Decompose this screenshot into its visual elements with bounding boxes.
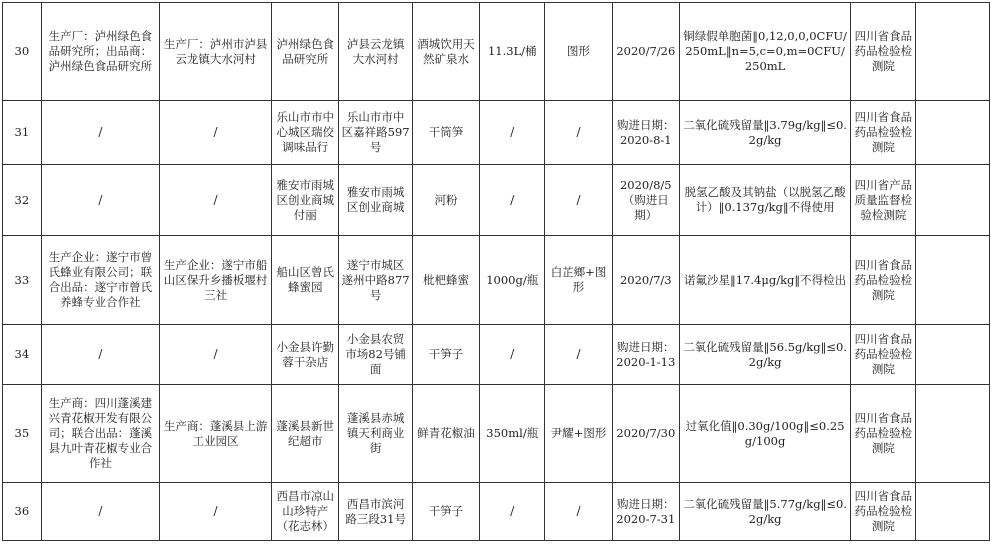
seller-cell: 泸州绿色食品研究所 <box>272 3 339 101</box>
table-row <box>3 101 990 165</box>
row-number: 31 <box>3 101 42 165</box>
test-item-cell: 二氧化硫残留量‖3.79g/kg‖≤0.2g/kg <box>679 101 850 165</box>
producer-cell: 生产企业：遂宁市曾氏蜂业有限公司；联合出品：遂宁市曾氏养蜂专业合作社 <box>41 236 159 325</box>
producer-address-cell: 生产企业：遂宁市船山区保升乡播板堰村三社 <box>160 236 272 325</box>
extra-cell <box>916 236 990 325</box>
product-name-cell: 干筒笋 <box>412 101 479 165</box>
seller-address-cell: 遂宁市城区遂州中路877号 <box>339 236 412 325</box>
product-name-cell: 干笋子 <box>412 483 479 541</box>
table-row <box>3 165 990 236</box>
extra-cell <box>916 3 990 101</box>
brand-cell: / <box>545 483 612 541</box>
spec-cell: 1000g/瓶 <box>480 236 545 325</box>
spec-cell: 350ml/瓶 <box>480 385 545 483</box>
date-cell: 购进日期：2020-8-1 <box>612 101 679 165</box>
brand-cell: 白芷鄉+图形 <box>545 236 612 325</box>
test-item-cell: 铜绿假单胞菌‖0,12,0,0,0CFU/250mL‖n=5,c=0,m=0CFU/250mL <box>679 3 850 101</box>
producer-cell: 生产厂：泸州绿色食品研究所；出品商：泸州绿色食品研究所 <box>41 3 159 101</box>
table-row <box>3 325 990 385</box>
agency-cell: 四川省食品药品检验检测院 <box>851 101 916 165</box>
seller-address-cell: 西昌市滨河路三段31号 <box>339 483 412 541</box>
agency-cell: 四川省食品药品检验检测院 <box>851 3 916 101</box>
row-number: 30 <box>3 3 42 101</box>
producer-address-cell: 生产商：蓬溪县上游工业园区 <box>160 385 272 483</box>
test-item-cell: 过氧化值‖0.30g/100g‖≤0.25g/100g <box>679 385 850 483</box>
seller-cell: 小金县许勤蓉干杂店 <box>272 325 339 385</box>
seller-cell: 西昌市凉山山珍特产（花志林） <box>272 483 339 541</box>
extra-cell <box>916 483 990 541</box>
date-cell: 2020/7/26 <box>612 3 679 101</box>
seller-cell: 船山区曾氏蜂蜜园 <box>272 236 339 325</box>
producer-cell: 生产商：四川蓬溪建兴青花椒开发有限公司；联合出品：蓬溪县九叶青花椒专业合作社 <box>41 385 159 483</box>
brand-cell: / <box>545 101 612 165</box>
product-name-cell: 酒城饮用天然矿泉水 <box>412 3 479 101</box>
test-item-cell: 二氧化硫残留量‖5.77g/kg‖≤0.2g/kg <box>679 483 850 541</box>
extra-cell <box>916 385 990 483</box>
date-cell: 2020/7/30 <box>612 385 679 483</box>
spec-cell: / <box>480 165 545 236</box>
date-cell: 2020/7/3 <box>612 236 679 325</box>
extra-cell <box>916 165 990 236</box>
seller-cell: 雅安市雨城区创业商城付丽 <box>272 165 339 236</box>
row-number: 33 <box>3 236 42 325</box>
producer-cell: / <box>41 325 159 385</box>
date-cell: 购进日期：2020-1-13 <box>612 325 679 385</box>
table-row <box>3 385 990 483</box>
product-name-cell: 鲜青花椒油 <box>412 385 479 483</box>
inspection-table <box>2 2 990 541</box>
agency-cell: 四川省食品药品检验检测院 <box>851 325 916 385</box>
brand-cell: / <box>545 165 612 236</box>
producer-address-cell: / <box>160 483 272 541</box>
date-cell: 2020/8/5（购进日期） <box>612 165 679 236</box>
product-name-cell: 河粉 <box>412 165 479 236</box>
agency-cell: 四川省产品质量监督检验检测院 <box>851 165 916 236</box>
brand-cell: 尹耀+图形 <box>545 385 612 483</box>
agency-cell: 四川省食品药品检验检测院 <box>851 483 916 541</box>
spec-cell: / <box>480 325 545 385</box>
seller-cell: 乐山市市中心城区瑞佼调味品行 <box>272 101 339 165</box>
seller-address-cell: 雅安市雨城区创业商城 <box>339 165 412 236</box>
table-row <box>3 236 990 325</box>
test-item-cell: 二氧化硫残留量‖56.5g/kg‖≤0.2g/kg <box>679 325 850 385</box>
agency-cell: 四川省食品药品检验检测院 <box>851 385 916 483</box>
producer-cell: / <box>41 483 159 541</box>
brand-cell: 图形 <box>545 3 612 101</box>
product-name-cell: 枇杷蜂蜜 <box>412 236 479 325</box>
producer-address-cell: / <box>160 165 272 236</box>
spec-cell: / <box>480 483 545 541</box>
producer-address-cell: 生产厂：泸州市泸县云龙镇大水河村 <box>160 3 272 101</box>
agency-cell: 四川省食品药品检验检测院 <box>851 236 916 325</box>
seller-address-cell: 泸县云龙镇大水河村 <box>339 3 412 101</box>
row-number: 35 <box>3 385 42 483</box>
producer-address-cell: / <box>160 101 272 165</box>
row-number: 32 <box>3 165 42 236</box>
spec-cell: 11.3L/桶 <box>480 3 545 101</box>
product-name-cell: 干笋子 <box>412 325 479 385</box>
seller-address-cell: 蓬溪县赤城镇天利商业街 <box>339 385 412 483</box>
extra-cell <box>916 325 990 385</box>
seller-address-cell: 小金县农贸市场82号铺面 <box>339 325 412 385</box>
brand-cell: / <box>545 325 612 385</box>
extra-cell <box>916 101 990 165</box>
producer-cell: / <box>41 101 159 165</box>
spec-cell: / <box>480 101 545 165</box>
seller-cell: 蓬溪县新世纪超市 <box>272 385 339 483</box>
seller-address-cell: 乐山市市中区嘉祥路597号 <box>339 101 412 165</box>
row-number: 34 <box>3 325 42 385</box>
table-row <box>3 3 990 101</box>
test-item-cell: 诺氟沙星‖17.4μg/kg‖不得检出 <box>679 236 850 325</box>
row-number: 36 <box>3 483 42 541</box>
producer-cell: / <box>41 165 159 236</box>
table-row <box>3 483 990 541</box>
test-item-cell: 脱氢乙酸及其钠盐（以脱氢乙酸计）‖0.137g/kg‖不得使用 <box>679 165 850 236</box>
date-cell: 购进日期：2020-7-31 <box>612 483 679 541</box>
producer-address-cell: / <box>160 325 272 385</box>
